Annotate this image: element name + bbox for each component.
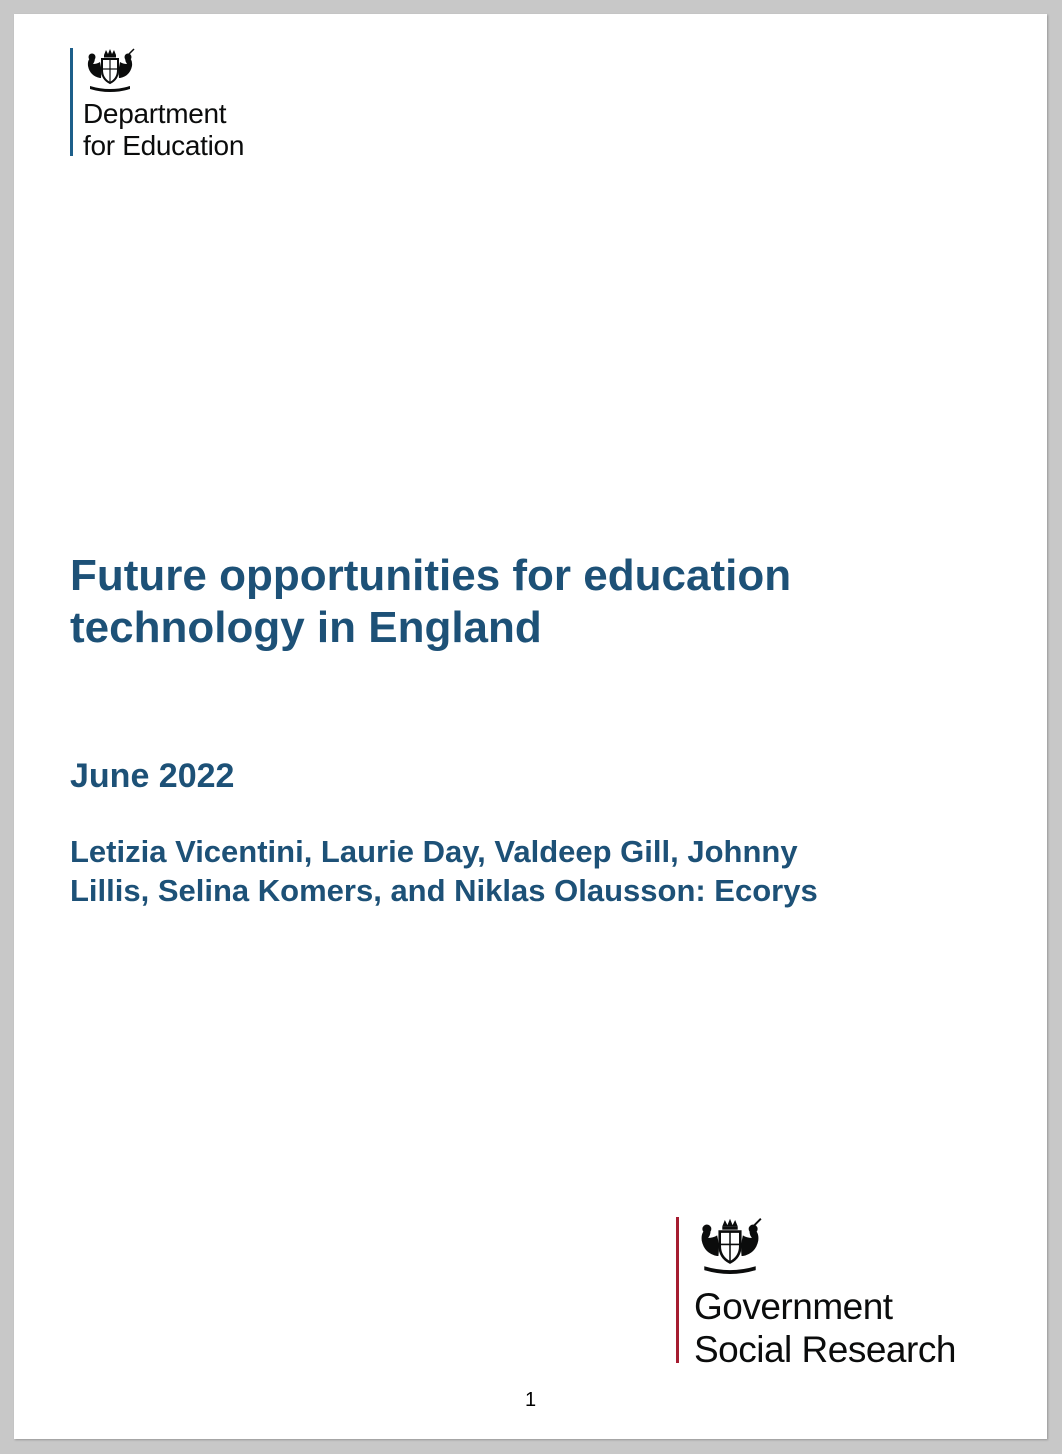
- document-page: [14, 14, 1047, 1439]
- department-name: [83, 98, 244, 162]
- government-social-research-logo: [676, 1217, 996, 1370]
- gsr-line-1: Government: [694, 1286, 893, 1327]
- logo-rule: [676, 1217, 679, 1363]
- department-for-education-logo: [70, 48, 310, 161]
- page-number: 1: [524, 1389, 537, 1411]
- publication-date: June 2022: [70, 757, 235, 795]
- report-title: [70, 550, 970, 654]
- gsr-name: [694, 1285, 956, 1371]
- department-line-2: for Education: [83, 130, 245, 161]
- royal-coat-of-arms-icon: [694, 1217, 766, 1277]
- authors-line-1: Letizia Vicentini, Laurie Day, Valdeep Gill, Johnny: [70, 834, 798, 869]
- report-title-line-1: Future opportunities for education: [70, 551, 792, 600]
- gsr-line-2: Social Research: [694, 1329, 956, 1370]
- report-authors: [70, 832, 970, 910]
- report-title-line-2: technology in England: [70, 603, 542, 652]
- authors-line-2: Lillis, Selina Komers, and Niklas Olausson: Ecorys: [70, 873, 818, 908]
- royal-coat-of-arms-icon: [82, 48, 138, 94]
- department-line-1: Department: [83, 98, 227, 129]
- logo-rule: [70, 48, 73, 156]
